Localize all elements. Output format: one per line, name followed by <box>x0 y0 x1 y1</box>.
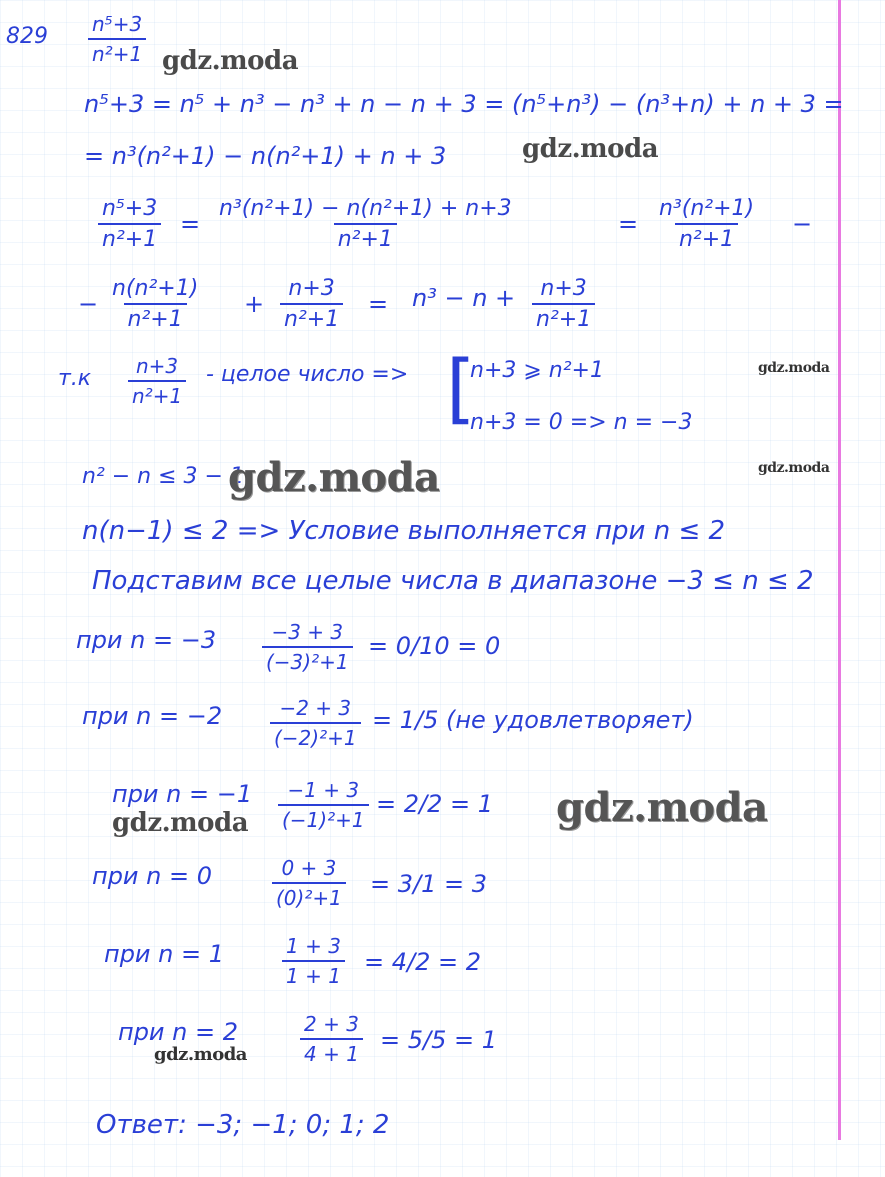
minus-sign: − <box>792 210 813 238</box>
header-fraction-numerator: n⁵+3 <box>92 12 143 36</box>
case-label: при n = 1 <box>104 940 224 968</box>
substitution-statement: Подставим все целые числа в диапазоне −3 ≤ n ≤ 2 <box>92 566 814 596</box>
case-denominator: (−1)²+1 <box>278 804 369 832</box>
watermark: gdz.moda <box>228 454 440 501</box>
case-label: при n = −1 <box>112 780 253 808</box>
system-bracket: [ <box>446 343 476 432</box>
problem-number: 829 <box>6 24 48 49</box>
since-label: т.к <box>58 366 92 391</box>
fraction-lhs-numerator: n⁵+3 <box>102 196 158 221</box>
case-result: = 5/5 = 1 <box>380 1026 497 1054</box>
case-result: = 3/1 = 3 <box>370 870 487 898</box>
margin-line <box>838 0 841 1140</box>
expansion-line-2: = n³(n²+1) − n(n²+1) + n + 3 <box>84 142 447 170</box>
fraction-condition-denominator: n²+1 <box>128 380 186 408</box>
fraction-mid-numerator: n³(n²+1) − n(n²+1) + n+3 <box>219 196 512 221</box>
inequality-line: n² − n ≤ 3 − 1 <box>82 464 244 489</box>
system-case-2: n+3 = 0 => n = −3 <box>470 410 693 435</box>
fraction-remainder-2 <box>532 276 595 332</box>
case-denominator: 4 + 1 <box>300 1038 363 1066</box>
watermark: gdz.moda <box>162 46 299 76</box>
fraction-n-denominator: n²+1 <box>124 303 187 332</box>
fraction-rhs <box>655 196 758 252</box>
watermark: gdz.moda <box>112 808 249 838</box>
header-fraction <box>88 12 146 66</box>
watermark: gdz.moda <box>154 1044 247 1065</box>
fraction-remainder-2-numerator: n+3 <box>540 276 587 301</box>
case-denominator: (−3)²+1 <box>262 646 353 674</box>
inequality-conclusion: n(n−1) ≤ 2 => Условие выполняется при n ≤ 2 <box>82 516 726 546</box>
watermark: gdz.moda <box>758 360 830 376</box>
case-fraction <box>300 1012 363 1066</box>
case-denominator: (0)²+1 <box>272 882 346 910</box>
fraction-n-numerator: n(n²+1) <box>112 276 199 301</box>
fraction-remainder-2-denominator: n²+1 <box>532 303 595 332</box>
expansion-line-1: n⁵+3 = n⁵ + n³ − n³ + n − n + 3 = (n⁵+n³) − (n³+n) + n + 3 = <box>84 90 844 118</box>
fraction-lhs <box>98 196 161 252</box>
case-result: = 1/5 (не удовлетворяет) <box>372 706 694 734</box>
case-fraction <box>262 620 353 674</box>
case-numerator: −2 + 3 <box>279 696 352 720</box>
case-denominator: (−2)²+1 <box>270 722 361 750</box>
fraction-remainder <box>280 276 343 332</box>
fraction-remainder-denominator: n²+1 <box>280 303 343 332</box>
integer-condition-text: - целое число => <box>206 362 409 387</box>
case-numerator: −3 + 3 <box>271 620 344 644</box>
case-denominator: 1 + 1 <box>282 960 345 988</box>
case-label: при n = 2 <box>118 1018 238 1046</box>
case-fraction <box>270 696 361 750</box>
minus-sign: − <box>78 290 99 318</box>
answer-line: Ответ: −3; −1; 0; 1; 2 <box>96 1110 390 1140</box>
fraction-mid-denominator: n²+1 <box>334 223 397 252</box>
case-label: при n = −3 <box>76 626 217 654</box>
plus-sign: + <box>244 290 265 318</box>
case-numerator: 0 + 3 <box>281 856 337 880</box>
case-fraction <box>278 778 369 832</box>
fraction-mid <box>215 196 516 252</box>
fraction-condition <box>128 354 186 408</box>
fraction-lhs-denominator: n²+1 <box>98 223 161 252</box>
case-fraction <box>272 856 346 910</box>
case-fraction <box>282 934 345 988</box>
header-fraction-denominator: n²+1 <box>88 38 146 66</box>
case-label: при n = −2 <box>82 702 223 730</box>
watermark: gdz.moda <box>758 460 830 476</box>
equals-sign: = <box>368 290 389 318</box>
fraction-rhs-numerator: n³(n²+1) <box>659 196 755 221</box>
system-case-1: n+3 ⩾ n²+1 <box>470 358 604 383</box>
polynomial-part: n³ − n + <box>412 284 516 312</box>
fraction-rhs-denominator: n²+1 <box>675 223 738 252</box>
equals-sign: = <box>618 210 639 238</box>
case-numerator: 2 + 3 <box>304 1012 359 1036</box>
case-numerator: −1 + 3 <box>287 778 360 802</box>
equals-sign: = <box>180 210 201 238</box>
fraction-remainder-numerator: n+3 <box>288 276 335 301</box>
case-numerator: 1 + 3 <box>286 934 341 958</box>
fraction-n <box>108 276 202 332</box>
case-result: = 4/2 = 2 <box>364 948 481 976</box>
fraction-condition-numerator: n+3 <box>136 354 179 378</box>
case-result: = 2/2 = 1 <box>376 790 493 818</box>
watermark: gdz.moda <box>522 134 659 164</box>
case-result: = 0/10 = 0 <box>368 632 501 660</box>
watermark: gdz.moda <box>556 784 768 831</box>
case-label: при n = 0 <box>92 862 212 890</box>
